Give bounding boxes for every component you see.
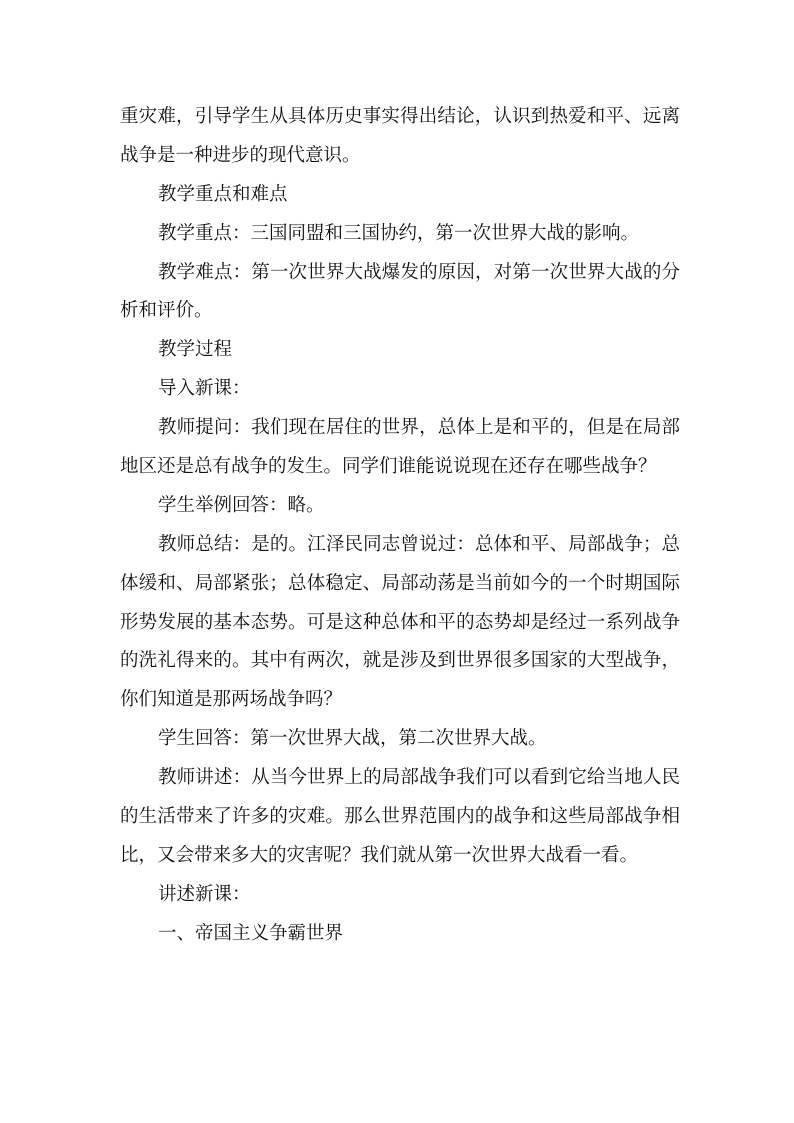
paragraph-line-first: 教师提问：我们现在居住的世界，总体上是和平的，但是在局部 <box>158 417 680 439</box>
section-heading-process: 教学过程 <box>158 339 233 361</box>
paragraph-line-continuation: 体缓和、局部紧张；总体稳定、局部动荡是当前如今的一个时期国际 <box>120 572 680 594</box>
paragraph-line-continuation: 的生活带来了许多的灾难。那么世界范围内的战争和这些局部战争相 <box>120 806 680 828</box>
paragraph-line-continuation: 战争是一种进步的现代意识。 <box>120 144 361 166</box>
paragraph-line-continuation: 地区还是总有战争的发生。同学们谁能说说现在还存在哪些战争？ <box>120 456 657 478</box>
section-heading-intro: 导入新课： <box>158 378 251 400</box>
paragraph-line-continuation: 重灾难，引导学生从具体历史事实得出结论，认识到热爱和平、远离 <box>120 106 680 127</box>
section-heading-key-points: 教学重点和难点 <box>158 183 288 205</box>
paragraph-line-first: 教师讲述：从当今世界上的局部战争我们可以看到它给当地人民 <box>158 767 680 789</box>
paragraph-line-continuation: 你们知道是那两场战争吗？ <box>120 689 343 711</box>
document-body <box>120 98 680 954</box>
paragraph-line-first: 教师总结：是的。江泽民同志曾说过：总体和平、局部战争；总 <box>158 533 680 555</box>
section-heading-new-lesson: 讲述新课： <box>158 883 251 905</box>
paragraph-line-continuation: 形势发展的基本态势。可是这种总体和平的态势却是经过一系列战争 <box>120 611 680 633</box>
paragraph-line-continuation: 的洗礼得来的。其中有两次，就是涉及到世界很多国家的大型战争， <box>120 650 680 672</box>
paragraph-line-first: 学生举例回答：略。 <box>158 494 325 516</box>
section-heading-part-one: 一、帝国主义争霸世界 <box>158 922 344 944</box>
paragraph-line-first: 教学重点：三国同盟和三国协约，第一次世界大战的影响。 <box>158 222 640 244</box>
paragraph-line-continuation: 比，又会带来多大的灾害呢？我们就从第一次世界大战看一看。 <box>120 844 639 866</box>
paragraph-line-continuation: 析和评价。 <box>120 300 213 322</box>
paragraph-line-first: 学生回答：第一次世界大战，第二次世界大战。 <box>158 728 547 750</box>
paragraph-line-first: 教学难点：第一次世界大战爆发的原因，对第一次世界大战的分 <box>158 261 680 283</box>
